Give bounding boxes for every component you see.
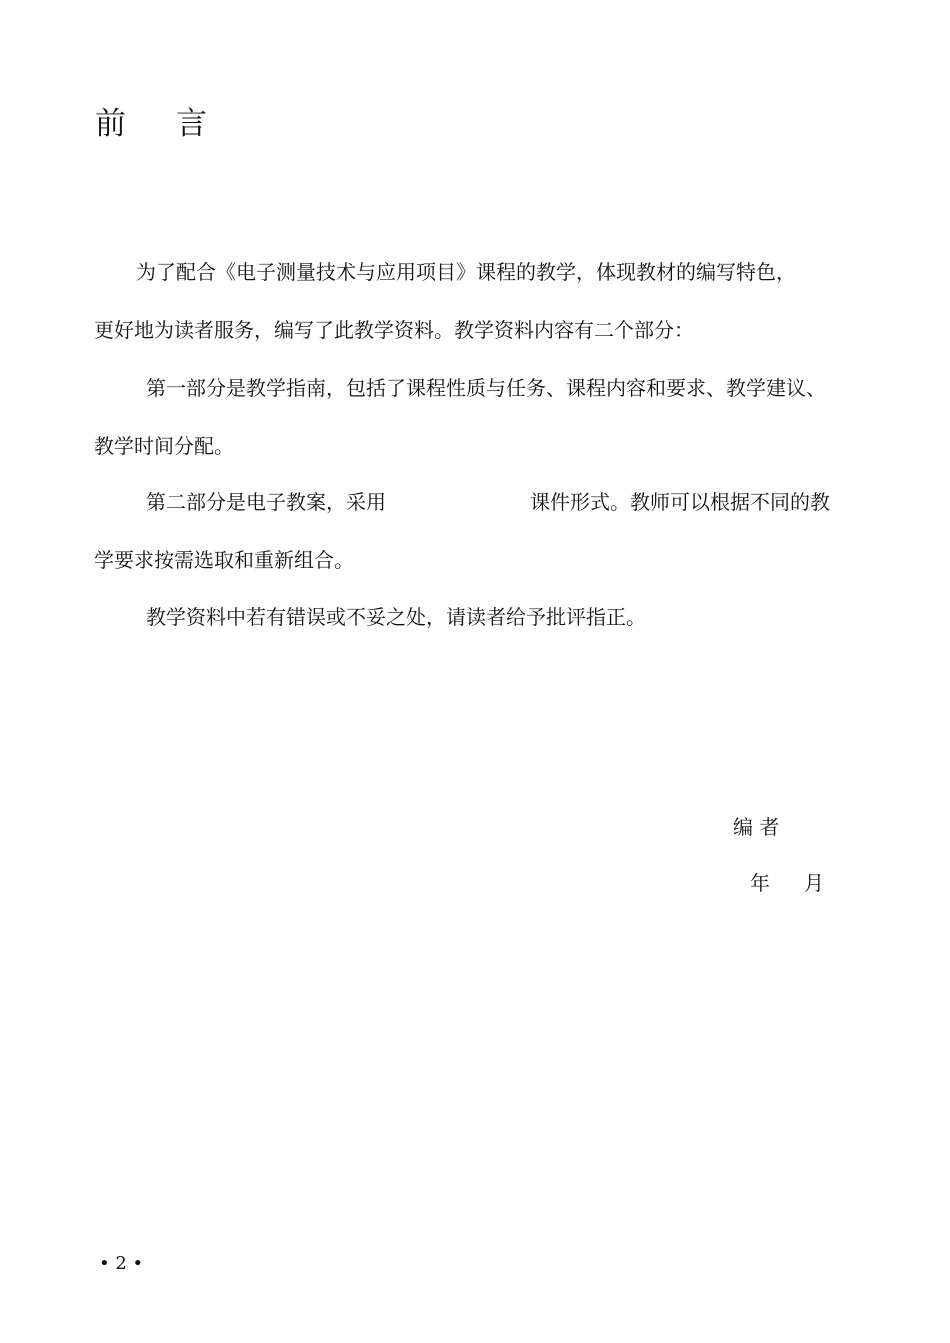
paragraph-2-line-2: 教学时间分配。: [94, 434, 234, 458]
paragraph-2-line-1: 第一部分是教学指南，包括了课程性质与任务、课程内容和要求、教学建议、: [146, 376, 826, 400]
paragraph-1-line-1: 为了配合《电子测量技术与应用项目》课程的教学，体现教材的编写特色，: [136, 260, 796, 284]
title-char-2: 言: [176, 106, 207, 142]
page-title: [95, 98, 207, 143]
paragraph-3-line-1-start: 第二部分是电子教案，采用: [146, 490, 386, 514]
date-year: 年: [750, 871, 770, 895]
date-month: 月: [804, 871, 824, 895]
signature-date: [750, 869, 824, 897]
title-char-1: 前: [95, 106, 126, 142]
paragraph-4-line-1: 教学资料中若有错误或不妥之处，请读者给予批评指正。: [146, 605, 646, 629]
editor-signature: 编 者: [733, 815, 780, 839]
paragraph-3-line-1-end: 课件形式。教师可以根据不同的教: [530, 490, 830, 514]
paragraph-3-line-2: 学要求按需选取和重新组合。: [94, 548, 354, 572]
page-number: • 2 •: [99, 1253, 144, 1274]
paragraph-1-line-2: 更好地为读者服务，编写了此教学资料。教学资料内容有二个部分：: [94, 318, 694, 342]
